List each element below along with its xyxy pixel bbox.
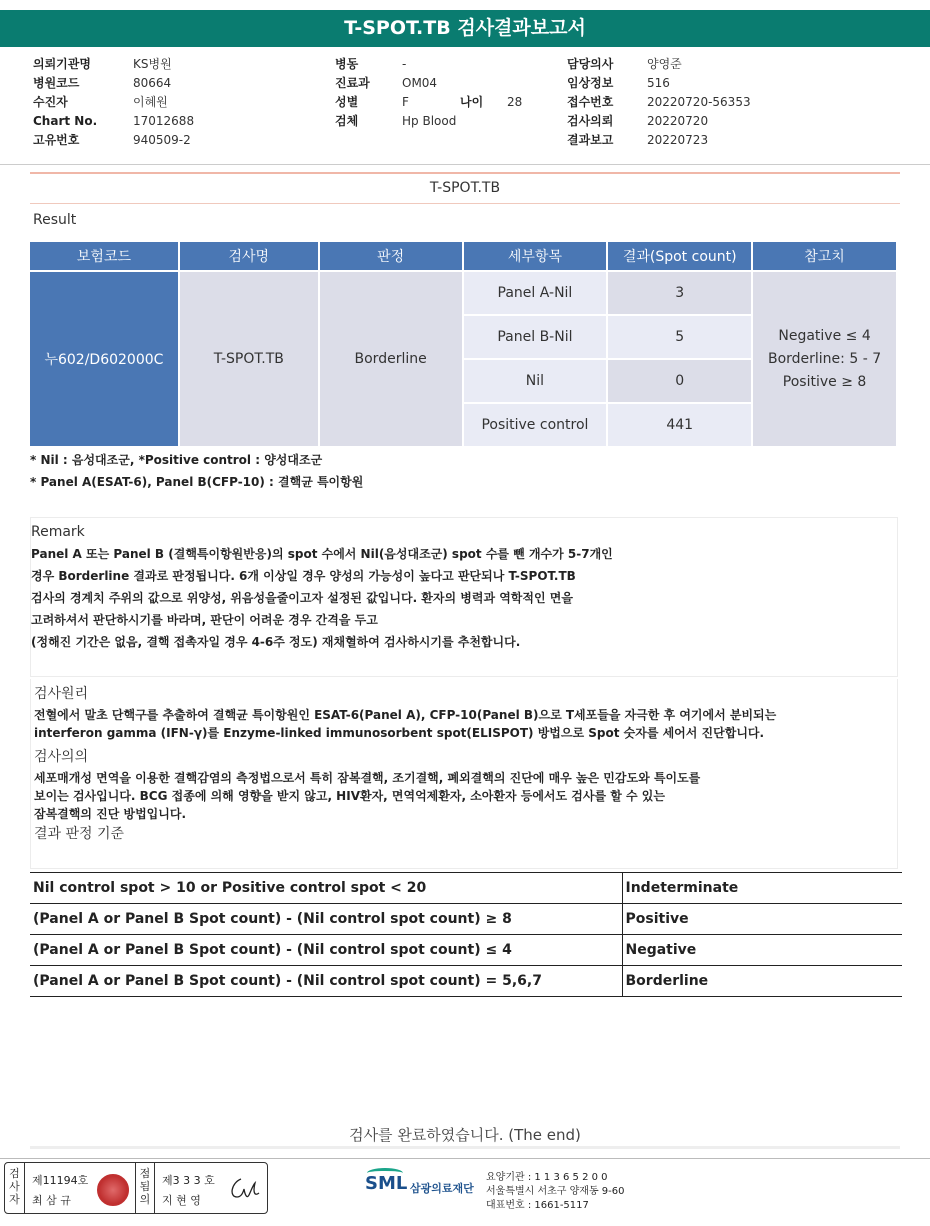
- signature-icon: [227, 1175, 263, 1203]
- divider: [30, 203, 900, 204]
- principle-heading: 검사원리: [34, 686, 89, 702]
- significance-line: 잠복결핵의 진단 방법입니다.: [34, 807, 187, 821]
- label-char: 검: [9, 1167, 20, 1180]
- principle-line: interferon gamma (IFN-γ)를 Enzyme-linked immunosorbent spot(ELISPOT) 방법으로 Spot 숫자를 세어서 진단합니다.: [34, 726, 765, 740]
- age-value: 28: [507, 95, 523, 109]
- signature-box: [4, 1162, 268, 1214]
- header-label: 병동: [335, 57, 359, 71]
- table-row: [30, 873, 902, 904]
- logo-text: SML: [365, 1173, 408, 1194]
- significance-body: [34, 769, 897, 823]
- label-char: 점: [139, 1167, 151, 1180]
- column-header: 세부항목: [464, 242, 607, 270]
- remark-line: (정해진 기간은 없음, 결핵 접촉자일 경우 4-6주 정도) 재채혈하여 검사하시기를 추천합니다.: [31, 635, 521, 649]
- header-value: 20220720-56353: [647, 95, 751, 109]
- significance-line: 세포매개성 면역을 이용한 결핵감염의 측정법으로서 특히 잠복결핵, 조기결핵, 폐외결핵의 진단에 매우 높은 민감도와 특이도를: [34, 771, 701, 785]
- header-value: -: [402, 57, 407, 71]
- criteria-result: Indeterminate: [622, 873, 902, 904]
- reference-positive: Positive ≥ 8: [782, 373, 867, 390]
- principle-line: 전혈에서 말초 단핵구를 추출하여 결핵균 특이항원인 ESAT-6(Panel A), CFP-10(Panel B)으로 T세포들을 자극한 후 여기에서 분비되는: [34, 708, 777, 722]
- header-label: 수진자: [33, 95, 68, 109]
- reference-borderline: Borderline: 5 - 7: [767, 350, 882, 367]
- spot-count: 441: [608, 404, 751, 446]
- judgement: Borderline: [320, 272, 462, 446]
- criteria-result: Positive: [622, 904, 902, 935]
- divider: [30, 1146, 900, 1149]
- remark-heading: Remark: [31, 524, 85, 540]
- report-title: T-SPOT.TB 검사결과보고서: [0, 10, 930, 47]
- remark-body: [31, 543, 897, 653]
- criteria-heading: 결과 판정 기준: [34, 826, 125, 842]
- insurance-code: 누602/D602000C: [30, 272, 178, 446]
- test-name: T-SPOT.TB: [180, 272, 318, 446]
- header-value: 20220723: [647, 133, 709, 147]
- seal-icon: [97, 1174, 129, 1206]
- header-value: 양영준: [647, 57, 682, 71]
- org-line: 요양기관 : 1 1 3 6 5 2 0 0: [486, 1172, 608, 1183]
- column-header: 결과(Spot count): [608, 242, 751, 270]
- criteria-result: Negative: [622, 935, 902, 966]
- divider: [30, 172, 900, 174]
- age-label: 나이: [460, 95, 484, 109]
- header-column-2: [335, 55, 522, 131]
- detail-item: Nil: [464, 360, 607, 402]
- header-column-3: [567, 55, 751, 150]
- label-char: 됨: [139, 1180, 151, 1193]
- header-value: 80664: [133, 76, 172, 90]
- header-value: 516: [647, 76, 670, 90]
- header-value: 17012688: [133, 114, 195, 128]
- label-char: 사: [9, 1180, 20, 1193]
- principle-body: [34, 706, 897, 742]
- sml-logo: [365, 1168, 485, 1204]
- header-label: 임상정보: [567, 76, 614, 90]
- criteria-condition: (Panel A or Panel B Spot count) - (Nil control spot count) ≤ 4: [30, 935, 622, 966]
- result-table-header-row: [30, 242, 896, 270]
- table-notes: [30, 449, 363, 493]
- detail-item: Panel B-Nil: [464, 316, 607, 358]
- spot-count: 5: [608, 316, 751, 358]
- column-header: 판정: [320, 242, 462, 270]
- reviewer-name: 지 현 영: [162, 1194, 201, 1207]
- header-label: 의뢰기관명: [33, 57, 91, 71]
- note-line: * Panel A(ESAT-6), Panel B(CFP-10) : 결핵균 특이항원: [30, 475, 364, 489]
- criteria-condition: (Panel A or Panel B Spot count) - (Nil control spot count) ≥ 8: [30, 904, 622, 935]
- section-title: T-SPOT.TB: [429, 180, 501, 196]
- reviewer-label: [135, 1163, 155, 1213]
- column-header: 참고치: [753, 242, 896, 270]
- label-char: 의: [139, 1193, 151, 1206]
- header-value: KS병원: [133, 57, 172, 71]
- header-value: Hp Blood: [402, 114, 457, 128]
- principle-section: [30, 679, 898, 869]
- criteria-condition: (Panel A or Panel B Spot count) - (Nil control spot count) = 5,6,7: [30, 966, 622, 997]
- header-label: 진료과: [335, 76, 370, 90]
- header-value: OM04: [402, 76, 438, 90]
- criteria-table: [30, 872, 902, 997]
- note-line: * Nil : 음성대조군, *Positive control : 양성대조군: [30, 453, 323, 467]
- header-label: 검체: [335, 114, 359, 128]
- remark-section: [30, 517, 898, 677]
- criteria-condition: Nil control spot > 10 or Positive control spot < 20: [30, 873, 622, 904]
- header-label: 접수번호: [567, 95, 614, 109]
- divider: [0, 1158, 930, 1159]
- table-row: [30, 966, 902, 997]
- table-row: [30, 935, 902, 966]
- remark-line: 고려하셔서 판단하시기를 바라며, 판단이 어려운 경우 간격을 두고: [31, 613, 378, 627]
- remark-line: Panel A 또는 Panel B (결핵특이항원반응)의 spot 수에서 Nil(음성대조군) spot 수를 뺀 개수가 5-7개인: [31, 547, 613, 561]
- reference-range: [753, 272, 896, 446]
- org-line: 서울특별시 서초구 양재동 9-60: [486, 1186, 625, 1197]
- reviewer-license: 제3 3 3 호: [162, 1174, 215, 1187]
- remark-line: 경우 Borderline 결과로 판정됩니다. 6개 이상일 경우 양성의 가능성이 높다고 판단되나 T-SPOT.TB: [31, 569, 576, 583]
- significance-heading: 검사의의: [34, 749, 89, 765]
- header-label: 고유번호: [33, 133, 80, 147]
- reference-negative: Negative ≤ 4: [778, 327, 871, 344]
- examiner-license: 제11194호: [32, 1174, 89, 1187]
- table-row: [30, 904, 902, 935]
- examiner-label: [5, 1163, 25, 1213]
- header-label: 결과보고: [567, 133, 614, 147]
- patient-info-header: [0, 47, 930, 165]
- header-label: 담당의사: [567, 57, 614, 71]
- header-label: 검사의뢰: [567, 114, 614, 128]
- header-value: 940509-2: [133, 133, 191, 147]
- header-value: F: [402, 95, 409, 109]
- end-message: 검사를 완료하였습니다. (The end): [349, 1126, 581, 1144]
- header-value: 20220720: [647, 114, 709, 128]
- label-char: 자: [9, 1193, 20, 1206]
- criteria-result: Borderline: [622, 966, 902, 997]
- column-header: 보험코드: [30, 242, 178, 270]
- remark-line: 검사의 경계치 주위의 값으로 위양성, 위음성을줄이고자 설정된 값입니다. 환자의 병력과 역학적인 면을: [31, 591, 573, 605]
- header-column-1: [33, 55, 194, 150]
- significance-line: 보이는 검사입니다. BCG 접종에 의해 영향을 받지 않고, HIV환자, 면역억제환자, 소아환자 등에서도 검사를 할 수 있는: [34, 789, 665, 803]
- header-label: Chart No.: [33, 114, 98, 128]
- column-header: 검사명: [180, 242, 318, 270]
- detail-item: Panel A-Nil: [464, 272, 607, 314]
- header-label: 성별: [335, 95, 359, 109]
- header-value: 이혜원: [133, 95, 168, 109]
- org-name: 삼광의료재단: [410, 1182, 474, 1195]
- examiner-name: 최 삼 규: [32, 1194, 71, 1207]
- spot-count: 3: [608, 272, 751, 314]
- detail-item: Positive control: [464, 404, 607, 446]
- result-heading: Result: [33, 212, 77, 228]
- org-line: 대표번호 : 1661-5117: [486, 1200, 589, 1211]
- result-table: [28, 240, 898, 448]
- header-label: 병원코드: [33, 76, 80, 90]
- spot-count: 0: [608, 360, 751, 402]
- table-row: [30, 272, 896, 314]
- org-info: [486, 1171, 625, 1213]
